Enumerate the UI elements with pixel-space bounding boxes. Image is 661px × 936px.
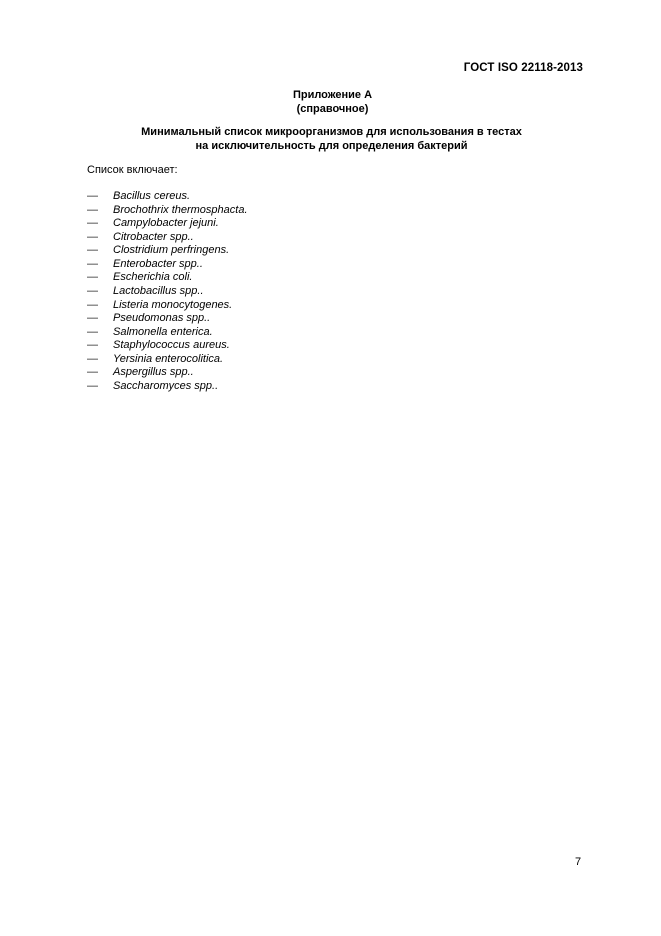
annex-title: Приложение А xyxy=(292,89,373,101)
list-item-text: Brochothrix thermosphacta. xyxy=(113,203,248,216)
dash-bullet: — xyxy=(87,366,98,379)
list-item-text: Escherichia coli. xyxy=(113,271,193,284)
list-item-text: Aspergillus spp.. xyxy=(113,366,194,379)
list-item-text: Staphylococcus aureus. xyxy=(113,339,230,352)
list-item xyxy=(87,217,248,231)
list-item xyxy=(87,190,248,204)
list-item-text: Bacillus cereus. xyxy=(113,190,191,202)
list-item xyxy=(87,231,248,245)
list-item-text: Campylobacter jejuni. xyxy=(113,217,219,230)
annex-subtitle: (справочное) xyxy=(296,102,369,115)
dash-bullet: — xyxy=(87,352,98,365)
dash-bullet: — xyxy=(87,230,98,243)
list-item xyxy=(87,380,248,394)
dash-bullet: — xyxy=(87,339,98,352)
list-item xyxy=(87,339,248,353)
list-intro: Список включает: xyxy=(87,164,178,176)
list-item-text: Listeria monocytogenes. xyxy=(113,298,233,311)
list-item-text: Clostridium perfringens. xyxy=(113,244,230,257)
dash-bullet: — xyxy=(87,271,98,284)
heading-line-2: на исключительность для определения бактерий xyxy=(195,139,468,152)
annex-title-block xyxy=(0,89,661,116)
list-item xyxy=(87,258,248,272)
list-item xyxy=(87,204,248,218)
list-item xyxy=(87,299,248,313)
list-item xyxy=(87,285,248,299)
page-number: 7 xyxy=(575,856,582,868)
list-item-text: Citrobacter spp.. xyxy=(113,230,194,243)
dash-bullet: — xyxy=(87,312,98,325)
heading-line-1: Минимальный список микроорганизмов для использования в тестах xyxy=(141,126,522,138)
list-item xyxy=(87,271,248,285)
list-item-text: Enterobacter spp.. xyxy=(113,257,203,270)
dash-bullet: — xyxy=(87,379,98,392)
list-item xyxy=(87,244,248,258)
list-item-text: Saccharomyces spp.. xyxy=(113,379,219,392)
microorganism-list xyxy=(87,190,248,393)
list-item-text: Lactobacillus spp.. xyxy=(113,284,204,297)
list-item-text: Pseudomonas spp.. xyxy=(113,312,211,325)
list-item xyxy=(87,353,248,367)
dash-bullet: — xyxy=(87,190,98,202)
list-item xyxy=(87,366,248,380)
list-item xyxy=(87,326,248,340)
list-item xyxy=(87,312,248,326)
dash-bullet: — xyxy=(87,244,98,257)
dash-bullet: — xyxy=(87,217,98,230)
document-code: ГОСТ ISO 22118-2013 xyxy=(463,62,583,74)
dash-bullet: — xyxy=(87,298,98,311)
dash-bullet: — xyxy=(87,257,98,270)
dash-bullet: — xyxy=(87,325,98,338)
list-item-text: Salmonella enterica. xyxy=(113,325,213,338)
section-heading xyxy=(0,126,661,153)
dash-bullet: — xyxy=(87,284,98,297)
dash-bullet: — xyxy=(87,203,98,216)
list-item-text: Yersinia enterocolitica. xyxy=(113,352,224,365)
